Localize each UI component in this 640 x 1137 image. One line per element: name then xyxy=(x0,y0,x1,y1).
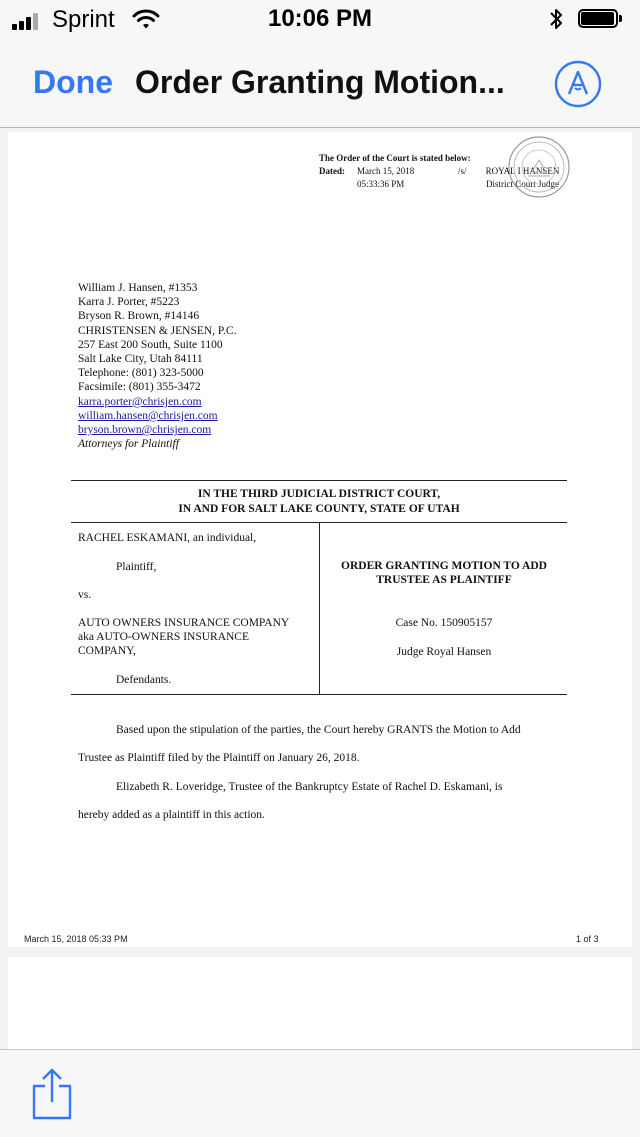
attorney-line: Karra J. Porter, #5223 xyxy=(78,296,180,309)
dated-label: Dated: xyxy=(319,166,345,176)
document-page-next[interactable] xyxy=(8,957,632,1049)
court-heading xyxy=(71,487,567,516)
court-seal-icon xyxy=(508,136,570,198)
navigation-bar xyxy=(0,40,640,128)
versus: vs. xyxy=(78,589,92,601)
order-title xyxy=(321,559,567,587)
case-number: Case No. 150905157 xyxy=(395,617,493,629)
plaintiff-label: Plaintiff, xyxy=(116,561,157,573)
done-button[interactable]: Done xyxy=(33,64,113,100)
attorney-line: Salt Lake City, Utah 84111 xyxy=(78,353,203,366)
carrier-name: Sprint xyxy=(52,6,115,33)
caption-divider xyxy=(71,694,567,695)
attorney-line: William J. Hansen, #1353 xyxy=(78,282,198,294)
caption-divider xyxy=(71,480,567,481)
attorney-line: Facsimile: (801) 355-3472 xyxy=(78,381,201,394)
judge-title: District Court Judge xyxy=(486,179,559,189)
order-paragraph: Based upon the stipulation of the parties, the Court hereby GRANTS the Motion to Add xyxy=(116,724,521,736)
plaintiff-name: RACHEL ESKAMANI, an individual, xyxy=(78,532,257,544)
page-footer-date: March 15, 2018 05:33 PM xyxy=(24,934,128,944)
seal-heading: The Order of the Court is stated below: xyxy=(319,153,471,163)
bottom-toolbar xyxy=(0,1049,640,1137)
page-number: 1 of 3 xyxy=(576,934,599,944)
signature-mark: /s/ xyxy=(458,166,467,176)
attorney-line: 257 East 200 South, Suite 1100 xyxy=(78,338,223,351)
email-link[interactable]: karra.porter@chrisjen.com xyxy=(78,395,202,408)
defendants-label: Defendants. xyxy=(116,674,172,686)
signed-date: March 15, 2018 xyxy=(357,166,415,176)
order-paragraph: hereby added as a plaintiff in this action. xyxy=(78,809,265,821)
judge-name: Judge Royal Hansen xyxy=(396,646,492,658)
order-paragraph: Trustee as Plaintiff filed by the Plaintiff on January 26, 2018. xyxy=(78,752,360,764)
document-page[interactable] xyxy=(8,132,632,947)
email-link[interactable]: william.hansen@chrisjen.com xyxy=(78,409,218,422)
document-title: Order Granting Motion... xyxy=(135,64,505,100)
caption-divider xyxy=(319,522,320,694)
email-link[interactable]: bryson.brown@chrisjen.com xyxy=(78,424,212,437)
order-title-line: TRUSTEE AS PLAINTIFF xyxy=(376,574,512,586)
attorney-line: Bryson R. Brown, #14146 xyxy=(78,310,200,323)
signed-time: 05:33:36 PM xyxy=(357,179,405,189)
attorney-block xyxy=(78,281,236,451)
attorney-line: Telephone: (801) 323-5000 xyxy=(78,367,204,380)
order-title-line: ORDER GRANTING MOTION TO ADD xyxy=(341,560,547,572)
defendant-line: COMPANY, xyxy=(78,645,136,657)
court-line: IN AND FOR SALT LAKE COUNTY, STATE OF UTAH xyxy=(178,502,460,515)
status-bar xyxy=(0,0,640,40)
bluetooth-icon xyxy=(548,7,564,31)
defendant-line: AUTO OWNERS INSURANCE COMPANY xyxy=(78,617,290,629)
attorney-line: CHRISTENSEN & JENSEN, P.C. xyxy=(78,324,237,337)
signing-judge: ROYAL I HANSEN xyxy=(485,166,560,176)
share-button[interactable] xyxy=(28,1066,76,1122)
order-paragraph: Elizabeth R. Loveridge, Trustee of the Bankruptcy Estate of Rachel D. Eskamani, is xyxy=(116,781,503,793)
court-line: IN THE THIRD JUDICIAL DISTRICT COURT, xyxy=(197,488,441,500)
markup-button[interactable] xyxy=(554,60,602,108)
defendant-line: aka AUTO-OWNERS INSURANCE xyxy=(78,631,250,643)
clock: 10:06 PM xyxy=(267,5,373,32)
battery-icon xyxy=(578,9,624,30)
attorneys-for: Attorneys for Plaintiff xyxy=(78,438,179,451)
defendant-name xyxy=(78,616,289,658)
